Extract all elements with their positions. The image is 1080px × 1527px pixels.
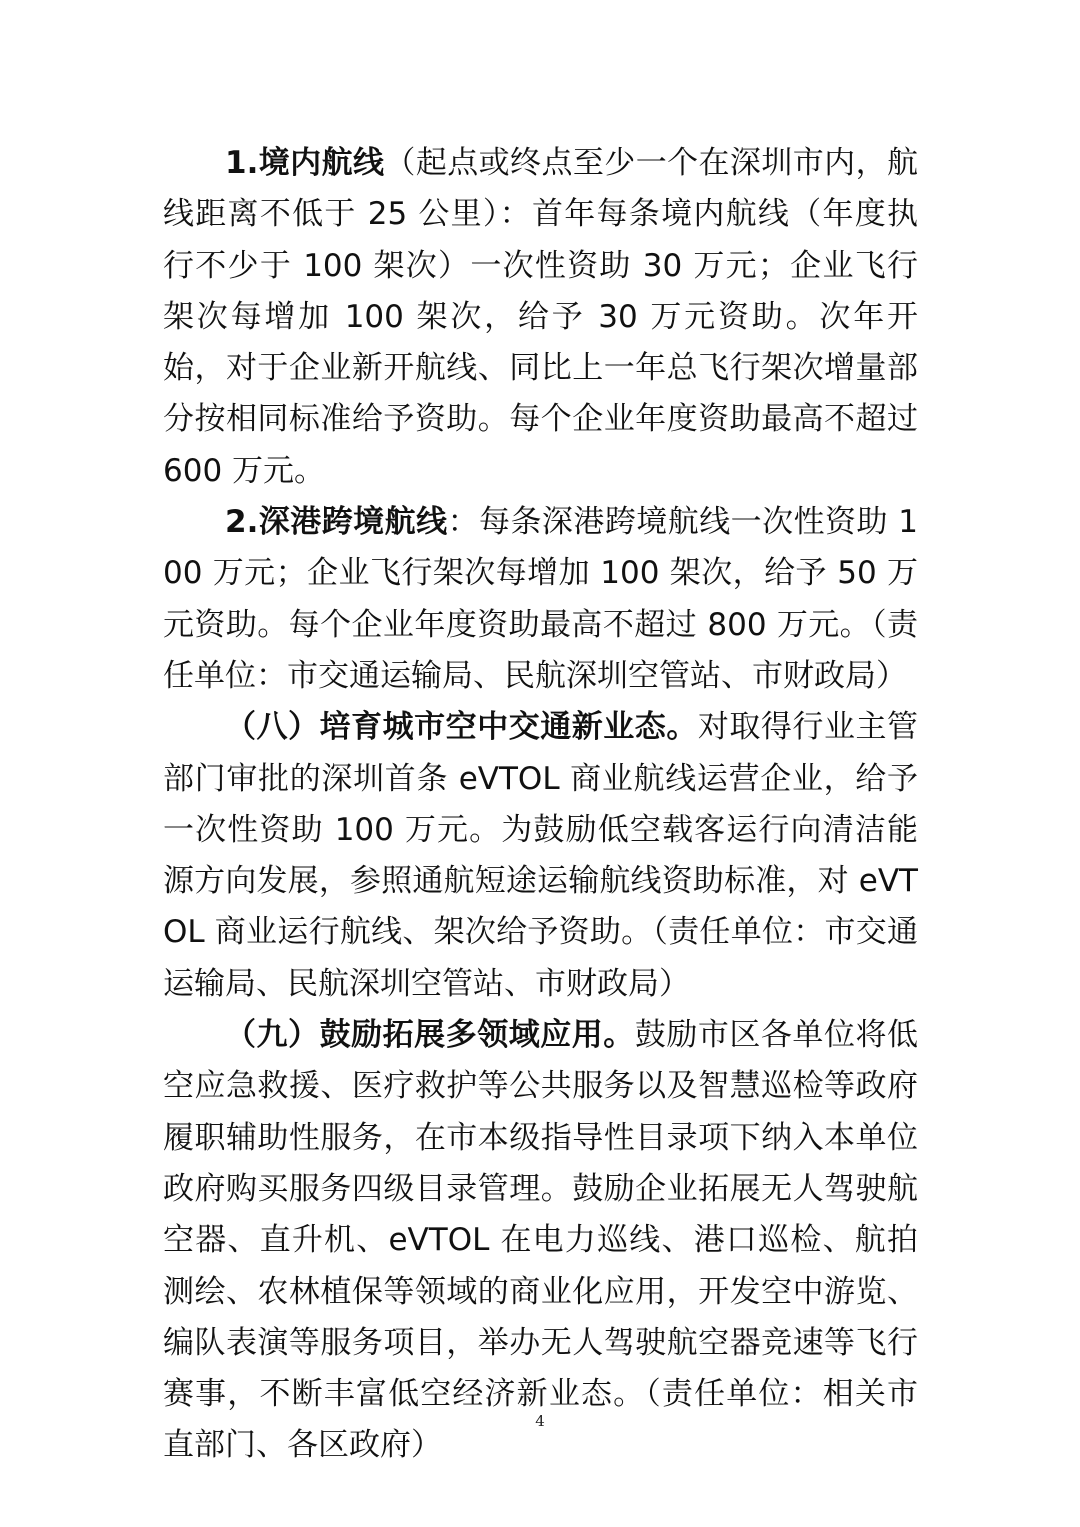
paragraph-multi-domain-applications [163, 1010, 918, 1472]
document-body [163, 138, 918, 1472]
page-number: 4 [535, 1412, 545, 1430]
paragraph-heading: （八）培育城市空中交通新业态。 [225, 709, 698, 746]
paragraph-heading: （九）鼓励拓展多领域应用。 [225, 1017, 635, 1054]
paragraph-text: 对取得行业主管部门审批的深圳首条 eVTOL 商业航线运营企业，给予一次性资助 100 万元。为鼓励低空载客运行向清洁能源方向发展，参照通航短途运输航线资助标准，对 eVTOL 商业运行航线、架次给予资助。（责任单位：市交通运输局、民航深圳空管站、市财政局） [163, 709, 919, 1002]
paragraph-urban-air-mobility [163, 702, 918, 1010]
paragraph-text: （起点或终点至少一个在深圳市内，航线距离不低于 25 公里）：首年每条境内航线（年度执行不少于 100 架次）一次性资助 30 万元；企业飞行架次每增加 100 架次，给予 30 万元资助。次年开始，对于企业新开航线、同比上一年总飞行架次增量部分按相同标准给予资助。每个企业年度资助最高不超过 600 万元。 [163, 145, 918, 489]
paragraph-cross-border-routes [163, 497, 918, 702]
paragraph-domestic-routes [163, 138, 918, 497]
paragraph-heading: 2.深港跨境航线 [225, 504, 448, 541]
paragraph-text: ：每条深港跨境航线一次性资助 100 万元；企业飞行架次每增加 100 架次，给予 50 万元资助。每个企业年度资助最高不超过 800 万元。（责任单位：市交通运输局、民航深圳空管站、市财政局） [163, 504, 918, 694]
paragraph-heading: 1.境内航线 [225, 145, 385, 181]
paragraph-text: 鼓励市区各单位将低空应急救援、医疗救护等公共服务以及智慧巡检等政府履职辅助性服务，在市本级指导性目录项下纳入本单位政府购买服务四级目录管理。鼓励企业拓展无人驾驶航空器、直升机、eVTOL 在电力巡线、港口巡检、航拍测绘、农林植保等领域的商业化应用，开发空中游览、编队表演等服务项目，举办无人驾驶航空器竞速等飞行赛事，不断丰富低空经济新业态。（责任单位：相关市直部门、各区政府） [163, 1017, 919, 1464]
